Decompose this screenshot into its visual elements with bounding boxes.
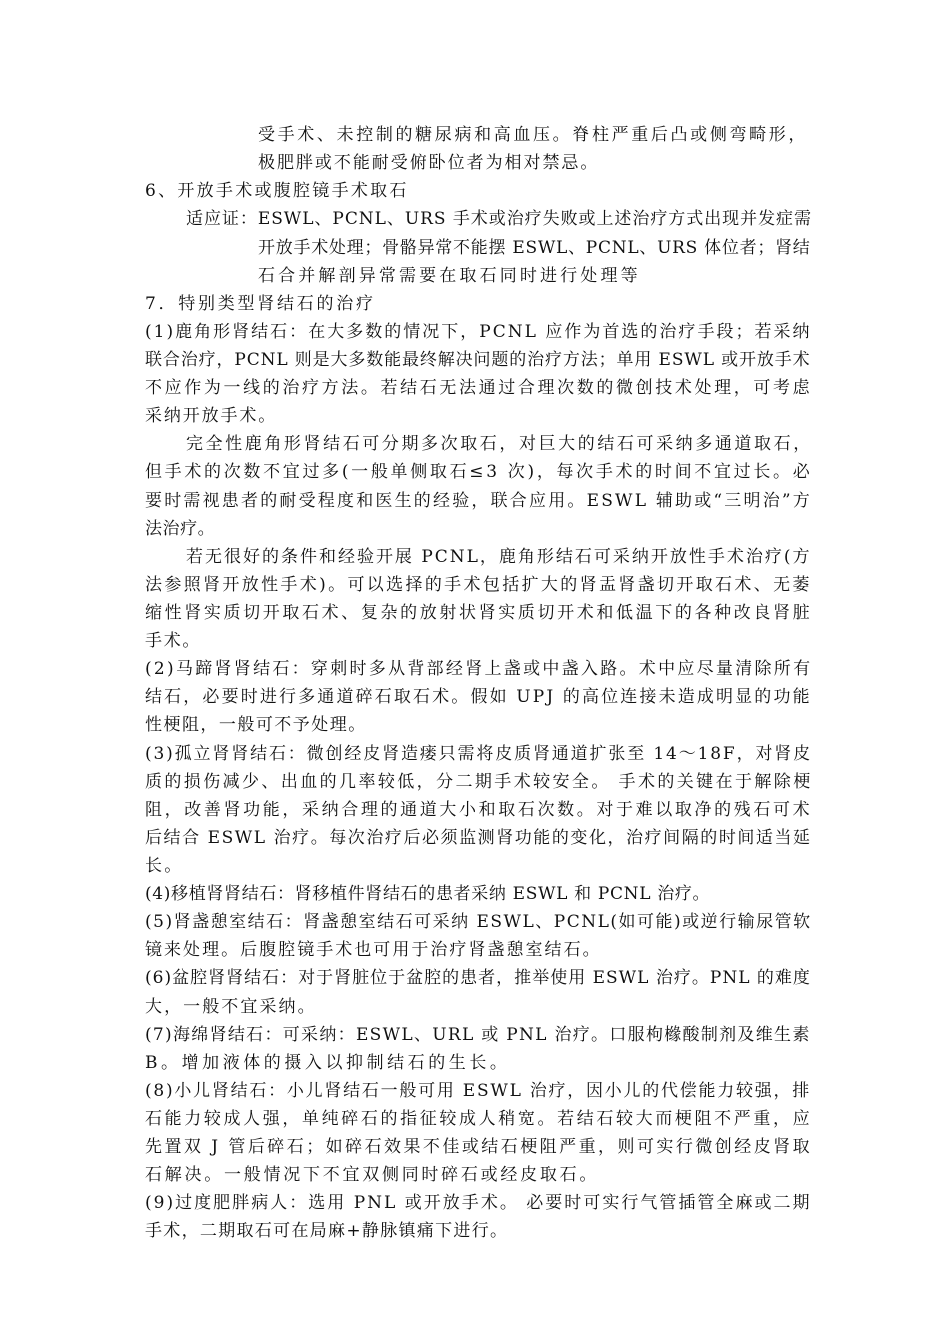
text-line: 要时需视患者的耐受程度和医生的经验，联合应用。ESWL 辅助或“三明治”方 <box>145 491 813 511</box>
text-line: 但手术的次数不宜过多(一般单侧取石≤3 次)，每次手术的时间不宜过长。必 <box>145 462 813 482</box>
text-line: 适应证：ESWL、PCNL、URS 手术或治疗失败或上述治疗方式出现并发症需 <box>186 209 812 229</box>
text-line: 法参照肾开放性手术)。可以选择的手术包括扩大的肾盂肾盏切开取石术、无萎 <box>145 575 812 595</box>
text-line: (7)海绵肾结石：可采纳：ESWL、URL 或 PNL 治疗。口服枸橼酸制剂及维生素 <box>145 1025 811 1045</box>
text-line: 完全性鹿角形肾结石可分期多次取石，对巨大的结石可采纳多通道取石， <box>186 434 813 454</box>
text-line: 开放手术处理；骨骼异常不能摆 ESWL、PCNL、URS 体位者；肾结 <box>258 238 811 258</box>
text-line: (1)鹿角形肾结石：在大多数的情况下，PCNL 应作为首选的治疗手段；若采纳 <box>145 322 812 342</box>
text-line: 石能力较成人强，单纯碎石的指征较成人稍宽。若结石较大而梗阻不严重，应 <box>145 1109 813 1129</box>
text-line: 石合并解剖异常需要在取石同时进行处理等 <box>258 266 641 286</box>
text-line: 受手术、未控制的糖尿病和高血压。脊柱严重后凸或侧弯畸形， <box>258 125 809 145</box>
text-line: 大，一般不宜采纳。 <box>145 997 317 1017</box>
text-line: B。增加液体的摄入以抑制结石的生长。 <box>145 1053 511 1073</box>
text-line: 手术。 <box>145 631 202 651</box>
text-line: 阻，改善肾功能，采纳合理的通道大小和取石次数。对于难以取净的残石可术 <box>145 800 813 820</box>
text-line: 法治疗。 <box>145 519 216 539</box>
text-line: 后结合 ESWL 治疗。每次治疗后必须监测肾功能的变化，治疗间隔的时间适当延 <box>145 828 812 848</box>
text-line: (6)盆腔肾肾结石：对于肾脏位于盆腔的患者，推举使用 ESWL 治疗。PNL 的难度 <box>145 968 811 988</box>
text-line: 长。 <box>145 856 184 876</box>
text-line: 石解决。一般情况下不宜双侧同时碎石或经皮取石。 <box>145 1165 600 1185</box>
text-line: 手术，二期取石可在局麻+静脉镇痛下进行。 <box>145 1221 509 1241</box>
text-line: 先置双 J 管后碎石；如碎石效果不佳或结石梗阻严重，则可实行微创经皮肾取 <box>145 1137 813 1157</box>
text-line: 性梗阻，一般可不予处理。 <box>145 715 367 735</box>
text-line: (3)孤立肾肾结石：微创经皮肾造瘘只需将皮质肾通道扩张至 14～18F，对肾皮 <box>145 744 812 764</box>
text-line: (9)过度肥胖病人：选用 PNL 或开放手术。 必要时可实行气管插管全麻或二期 <box>145 1193 812 1213</box>
text-line: 镜来处理。后腹腔镜手术也可用于治疗肾盏憩室结石。 <box>145 940 602 960</box>
text-line: 缩性肾实质切开取石术、复杂的放射状肾实质切开术和低温下的各种改良肾脏 <box>145 603 813 623</box>
text-line: (5)肾盏憩室结石：肾盏憩室结石可采纳 ESWL、PCNL(如可能)或逆行输尿管软 <box>145 912 812 932</box>
text-line: (2)马蹄肾肾结石：穿刺时多从背部经肾上盏或中盏入路。术中应尽量清除所有 <box>145 659 813 679</box>
text-line: 采纳开放手术。 <box>145 406 278 426</box>
section-heading-7: 7．特别类型肾结石的治疗 <box>145 294 376 314</box>
text-line: 若无很好的条件和经验开展 PCNL，鹿角形结石可采纳开放性手术治疗(方 <box>186 547 812 567</box>
text-line: 联合治疗，PCNL 则是大多数能最终解决问题的治疗方法；单用 ESWL 或开放手术 <box>145 350 811 370</box>
section-heading-6: 6、开放手术或腹腔镜手术取石 <box>145 181 409 201</box>
text-line: (4)移植肾肾结石：肾移植件肾结石的患者采纳 ESWL 和 PCNL 治疗。 <box>145 884 711 904</box>
text-line: 结石，必要时进行多通道碎石取石术。假如 UPJ 的高位连接未造成明显的功能 <box>145 687 812 707</box>
text-line: 不应作为一线的治疗方法。若结石无法通过合理次数的微创技术处理，可考虑 <box>145 378 813 398</box>
text-line: 极肥胖或不能耐受俯卧位者为相对禁忌。 <box>258 153 600 173</box>
text-line: 质的损伤减少、出血的几率较低，分二期手术较安全。 手术的关键在于解除梗 <box>145 772 813 792</box>
text-line: (8)小儿肾结石：小儿肾结石一般可用 ESWL 治疗，因小儿的代偿能力较强，排 <box>145 1081 812 1101</box>
